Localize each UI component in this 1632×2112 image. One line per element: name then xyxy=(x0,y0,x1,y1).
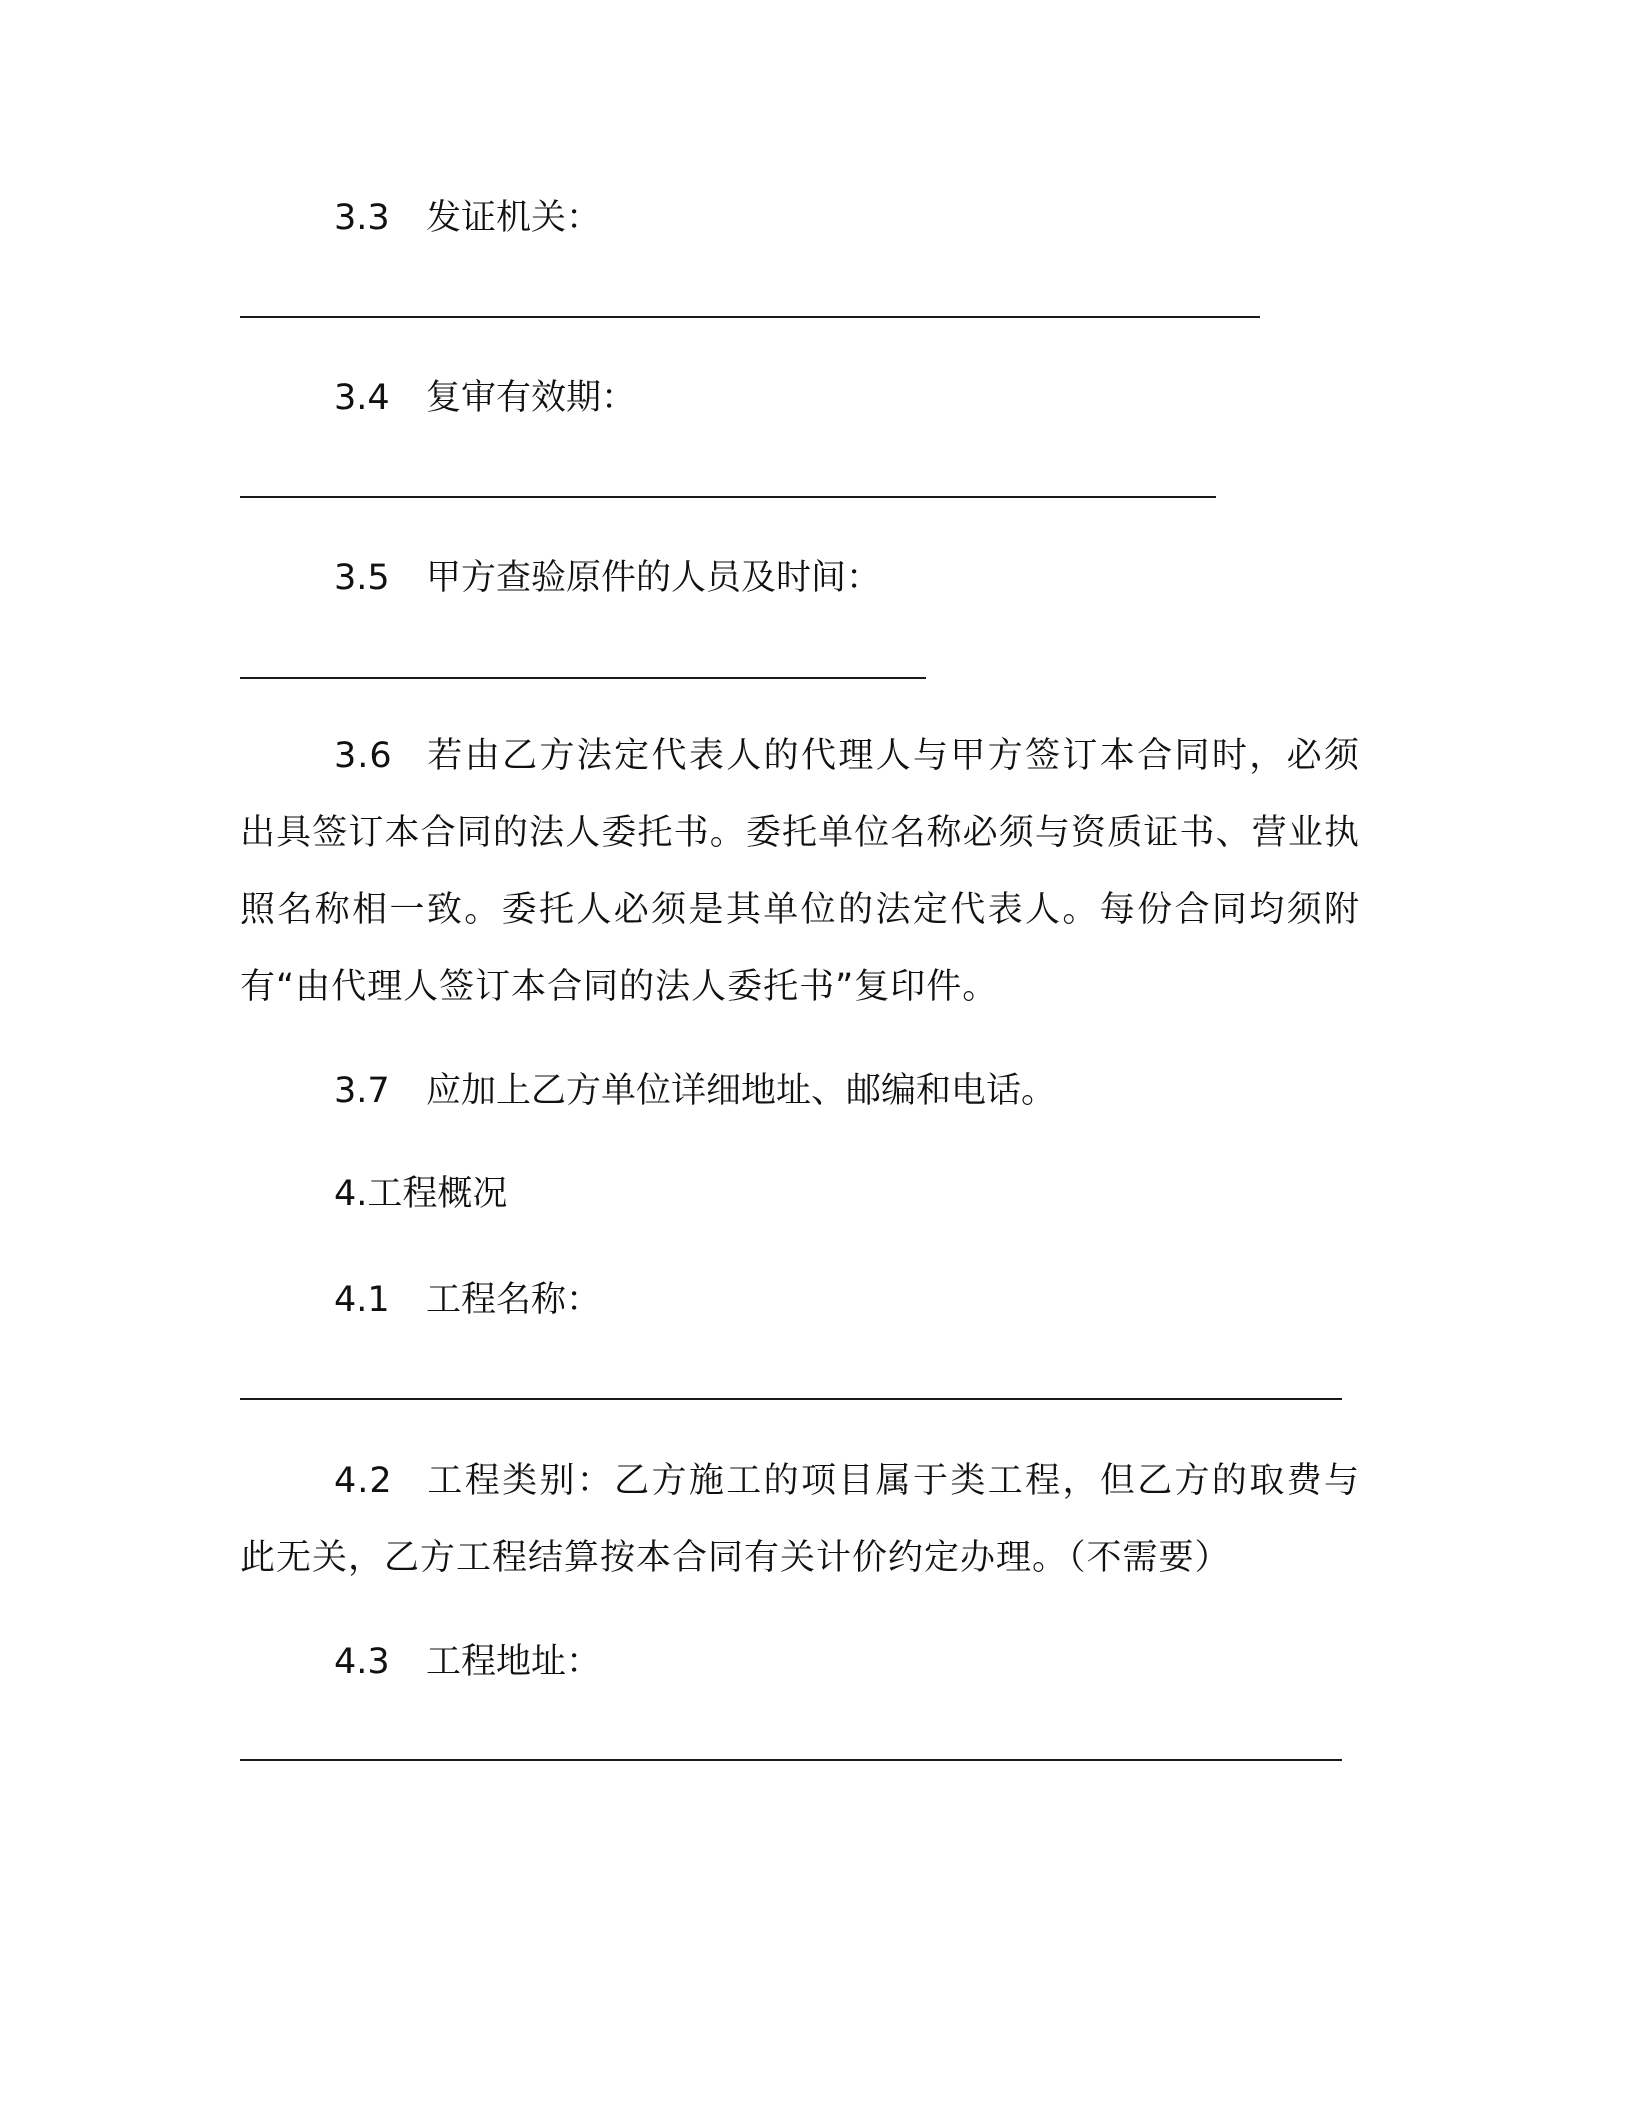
clause-number: 4.2 xyxy=(334,1461,393,1501)
clause-4-2 xyxy=(240,1443,1360,1597)
clause-3-6 xyxy=(240,718,1360,1026)
clause-number: 3.5 xyxy=(334,558,390,598)
clause-number: 3.4 xyxy=(334,378,390,418)
section-title: 4.工程概况 xyxy=(334,1174,508,1214)
clause-label: 工程地址： xyxy=(426,1642,602,1682)
clause-number: 3.6 xyxy=(334,736,393,776)
clause-number: 3.7 xyxy=(334,1071,390,1111)
fill-in-blank-line xyxy=(240,496,1216,498)
clause-label: 工程名称： xyxy=(426,1280,602,1320)
section-heading-4 xyxy=(334,1174,507,1214)
clause-label: 发证机关： xyxy=(426,198,602,238)
clause-label: 甲方查验原件的人员及时间： xyxy=(426,558,882,598)
clause-number: 4.3 xyxy=(334,1642,390,1682)
clause-3-4 xyxy=(334,378,636,418)
clause-number: 3.3 xyxy=(334,198,390,238)
clause-number: 4.1 xyxy=(334,1280,390,1320)
clause-label: 复审有效期： xyxy=(426,378,637,418)
clause-3-5 xyxy=(334,558,881,598)
clause-3-7 xyxy=(334,1071,1056,1111)
clause-label: 应加上乙方单位详细地址、邮编和电话。 xyxy=(426,1071,1057,1111)
clause-text: 工程类别：乙方施工的项目属于类工程，但乙方的取费与此无关，乙方工程结算按本合同有关计价约定办理。（不需要） xyxy=(240,1461,1360,1578)
clause-3-3 xyxy=(334,198,601,238)
clause-4-1 xyxy=(334,1280,601,1320)
fill-in-blank-line xyxy=(240,677,926,679)
clause-4-3 xyxy=(334,1642,601,1682)
fill-in-blank-line xyxy=(240,1398,1342,1400)
fill-in-blank-line xyxy=(240,1759,1342,1761)
clause-text: 若由乙方法定代表人的代理人与甲方签订本合同时，必须出具签订本合同的法人委托书。委托单位名称必须与资质证书、营业执照名称相一致。委托人必须是其单位的法定代表人。每份合同均须附有“由代理人签订本合同的法人委托书”复印件。 xyxy=(240,736,1360,1007)
fill-in-blank-line xyxy=(240,316,1260,318)
